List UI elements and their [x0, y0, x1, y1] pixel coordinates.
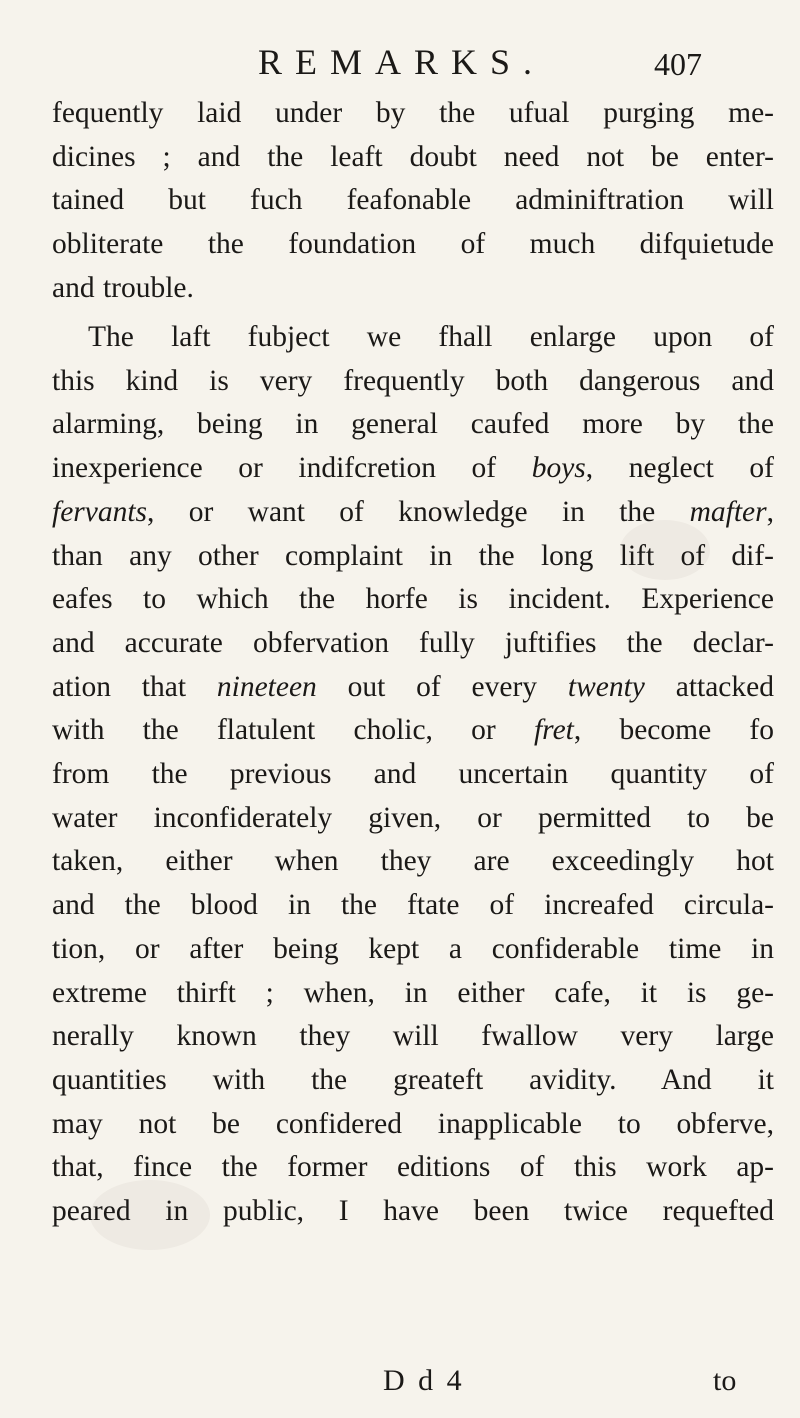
catchword: to: [713, 1364, 737, 1397]
text-line: obliterate the foundation of much difquietude: [52, 228, 774, 261]
text-line: than any other complaint in the long lift of dif-: [52, 539, 774, 572]
text-line: and accurate obfervation fully juftifies the declar-: [52, 626, 774, 659]
text-line: dicines ; and the leaft doubt need not be enter-: [52, 140, 774, 173]
text-line: fervants, or want of knowledge in the mafter,: [52, 495, 774, 528]
text-line: peared in public, I have been twice requefted: [52, 1195, 774, 1228]
signature-mark: D d 4: [383, 1364, 465, 1397]
text-line: and the blood in the ftate of increafed circula-: [52, 889, 774, 922]
running-title: REMARKS.: [258, 42, 546, 82]
text-line: alarming, being in general caufed more by the: [52, 408, 774, 441]
text-line: fequently laid under by the ufual purging me-: [52, 97, 774, 129]
text-line: this kind is very frequently both dangerous and: [52, 364, 774, 397]
text-line: extreme thirft ; when, in either cafe, it is ge-: [52, 976, 774, 1009]
text-line: and trouble.: [52, 271, 194, 304]
text-line: tion, or after being kept a confiderable time in: [52, 932, 774, 965]
text-line: water inconfiderately given, or permitted to be: [52, 801, 774, 834]
text-line: may not be confidered inapplicable to obferve,: [52, 1107, 774, 1140]
text-line: The laft fubject we fhall enlarge upon of: [88, 321, 774, 353]
text-line: from the previous and uncertain quantity of: [52, 758, 774, 791]
paragraph-2: [52, 316, 774, 1234]
page-number: 407: [654, 46, 702, 82]
text-line: with the flatulent cholic, or fret, become fo: [52, 714, 774, 747]
text-line: nerally known they will fwallow very large: [52, 1020, 774, 1053]
text-line: tained but fuch feafonable adminiftration will: [52, 184, 774, 217]
text-line: ation that nineteen out of every twenty attacked: [52, 670, 774, 703]
paragraph-1: [52, 92, 774, 311]
text-line: taken, either when they are exceedingly hot: [52, 845, 774, 878]
text-line: that, fince the former editions of this work ap-: [52, 1151, 774, 1184]
text-line: quantities with the greateft avidity. And it: [52, 1063, 774, 1096]
text-line: inexperience or indifcretion of boys, neglect of: [52, 452, 775, 485]
text-line: eafes to which the horfe is incident. Experience: [52, 583, 774, 616]
